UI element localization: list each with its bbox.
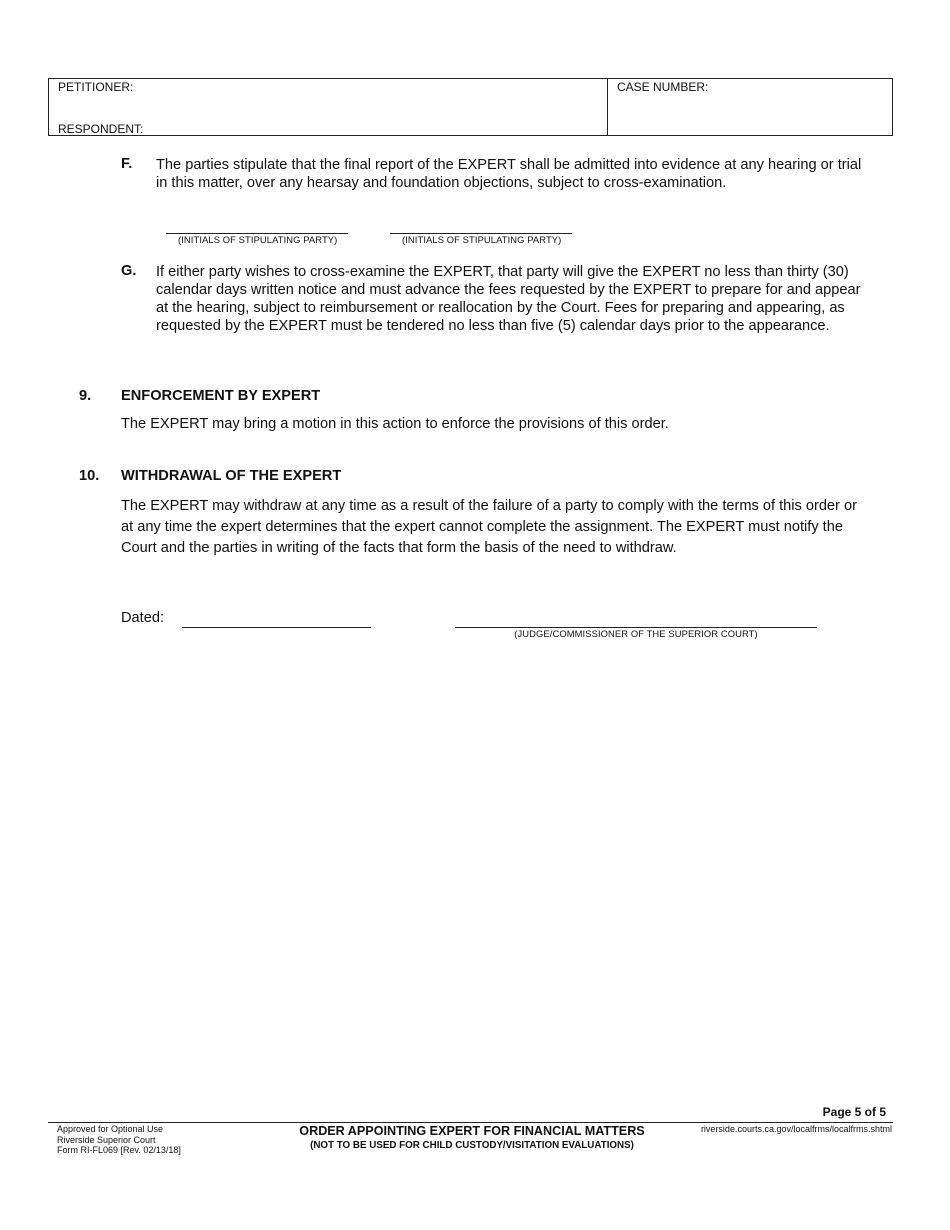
petitioner-label: PETITIONER: [58, 80, 134, 94]
initials-caption-2: (INITIALS OF STIPULATING PARTY) [402, 234, 562, 245]
section-g-text: If either party wishes to cross-examine the EXPERT, that party will give the EXPERT no less than thirty (30) calendar days written notice and must advance the fees requested by the EXPERT to prepare for and appear at the hearing, subject to reimbursement or reallocation by the Court. Fees for preparing and appearing, as requested by the EXPERT must be tendered no less than five (5) calendar days prior to the appearance. [156, 264, 861, 334]
section-f-text: The parties stipulate that the final report of the EXPERT shall be admitted into evidence at any hearing or trial in this matter, over any hearsay and foundation objections, subject to cross-examination. [156, 157, 862, 191]
caption-box-divider [607, 78, 608, 136]
initials-caption-1: (INITIALS OF STIPULATING PARTY) [178, 234, 338, 245]
page-number: Page 5 of 5 [822, 1105, 886, 1119]
footer-approved-line-1: Approved for Optional Use [57, 1124, 164, 1134]
footer-form-title: ORDER APPOINTING EXPERT FOR FINANCIAL MATTERS [299, 1124, 645, 1138]
case-number-label: CASE NUMBER: [617, 80, 709, 94]
section-9-text: The EXPERT may bring a motion in this action to enforce the provisions of this order. [121, 416, 669, 432]
section-10-title: WITHDRAWAL OF THE EXPERT [121, 468, 342, 484]
footer-approved-line-2: Riverside Superior Court [57, 1134, 156, 1145]
section-10-text: The EXPERT may withdraw at any time as a result of the failure of a party to comply with the terms of this order or at any time the expert determines that the expert cannot complete the assignment. The EXPERT must notify the Court and the parties in writing of the facts that form the basis of the need to withdraw. [121, 498, 857, 556]
section-9-title: ENFORCEMENT BY EXPERT [121, 388, 321, 404]
footer-url[interactable]: riverside.courts.ca.gov/localfrms/localfrms.shtml [700, 1124, 892, 1134]
footer-approved-line-3: Form RI-FL069 [Rev. 02/13/18] [57, 1145, 181, 1155]
section-g-letter: G. [121, 263, 137, 279]
footer-form-subtitle: (NOT TO BE USED FOR CHILD CUSTODY/VISITATION EVALUATIONS) [310, 1140, 634, 1151]
section-9-number: 9. [79, 388, 92, 404]
footer-rule [48, 1122, 893, 1123]
section-10-number: 10. [79, 468, 100, 484]
dated-label: Dated: [121, 610, 164, 626]
dated-line[interactable] [182, 627, 371, 628]
judge-caption: (JUDGE/COMMISSIONER OF THE SUPERIOR COURT) [514, 628, 758, 639]
respondent-label: RESPONDENT: [58, 122, 144, 136]
footer-approved-block [57, 1124, 181, 1156]
section-f-letter: F. [121, 156, 133, 172]
caption-box [48, 78, 893, 136]
